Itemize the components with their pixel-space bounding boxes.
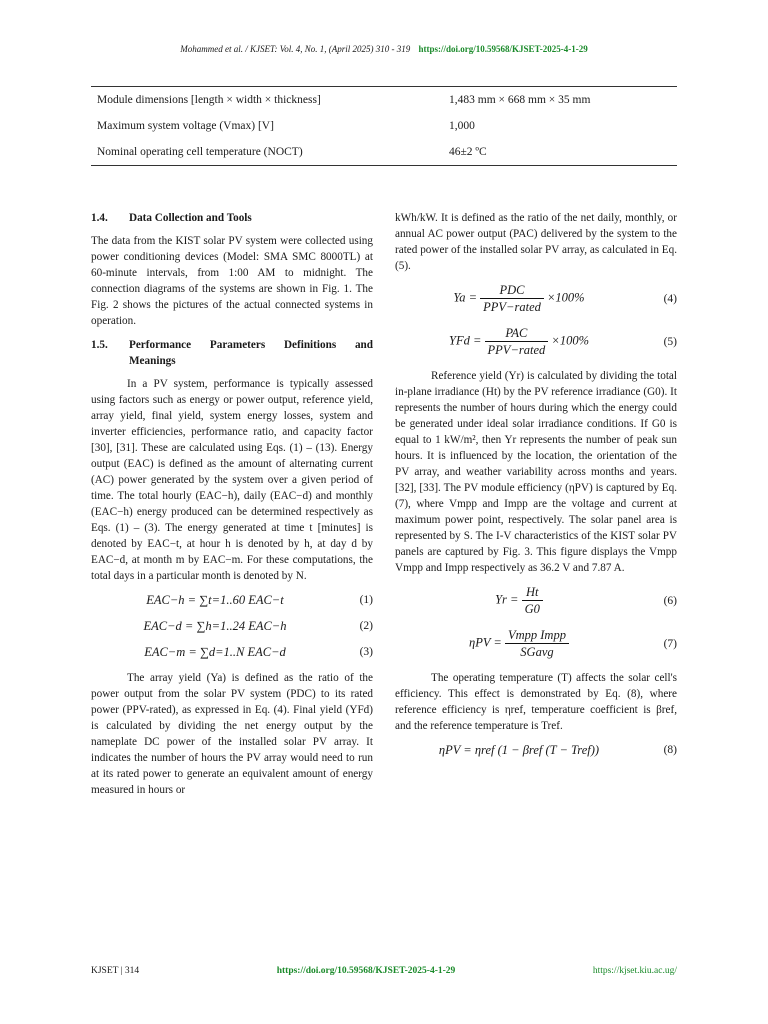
- equation-number: (5): [663, 335, 677, 348]
- numerator: Ht: [522, 584, 543, 601]
- equation-7: [395, 627, 677, 660]
- page-number: KJSET | 314: [91, 966, 140, 976]
- spec-label: Nominal operating cell temperature (NOCT): [97, 146, 303, 158]
- equation-6: [395, 584, 677, 617]
- section-number: 1.5.: [91, 339, 108, 351]
- paragraph-reference-yield: Reference yield (Yr) is calculated by dividing the total in-plane irradiance (Ht) by the PV reference irradiance (G0). It represents the number of hours during which the energy could be generated under ideal solar irradiance conditions. If G0 is equal to 1 kW/m², then Yr represents the number of peak sun hours. It is influenced by the location, the orientation of the PV array, and weather variability across months and years. [32], [33]. The PV module efficiency (ηPV) is captured by Eq. (7), where Vmpp and Impp are the voltage and current at maximum power point, respectively. The solar panel area is represented by S. The I-V characteristics of the KIST solar PV panels are captured by Fig. 3. This figure displays the Vmpp Vmpp and Impp respectively as 36.2 V and 7.87 A.: [395, 370, 677, 574]
- equation-8: [395, 742, 677, 758]
- equation-body: ηPV = ηref (1 − βref (T − Tref)): [438, 743, 600, 757]
- equation-number: (6): [663, 594, 677, 607]
- equation-2: [91, 618, 373, 634]
- equation-number: (7): [663, 637, 677, 650]
- paragraph-final-yield: kWh/kW. It is defined as the ratio of the net daily, monthly, or annual AC power output (PAC) delivered by the system to the rated power of the installed solar PV array, as calculated in Eq. (5).: [395, 212, 677, 272]
- equation-body: EAC−d = ∑h=1..24 EAC−h: [143, 619, 287, 633]
- spec-value: 46±2 ºC: [449, 146, 487, 158]
- paragraph-data-collection: The data from the KIST solar PV system were collected using power conditioning devices (Model: SMA SMC 8000TL) at 60-minute intervals, from 1:00 AM to midnight. The connection diagrams of the systems are shown in Fig. 1. The Fig. 2 shows the pictures of the actual connected systems in operation.: [91, 235, 373, 327]
- section-title: Data Collection and Tools: [129, 212, 252, 224]
- citation: Mohammed et al. / KJSET: Vol. 4, No. 1, (April 2025) 310 - 319: [180, 44, 411, 54]
- equation-lhs: ηPV =: [469, 635, 502, 650]
- equation-1: [91, 592, 373, 608]
- table-row: [91, 139, 677, 166]
- equation-rhs: ×100%: [551, 333, 589, 348]
- denominator: PPV−rated: [487, 343, 546, 357]
- header-doi-link[interactable]: https://doi.org/10.59568/KJSET-2025-4-1-29: [418, 44, 588, 54]
- numerator: Vmpp Impp: [505, 627, 569, 644]
- equation-5: [395, 325, 677, 358]
- equation-body: EAC−m = ∑d=1..N EAC−d: [144, 645, 286, 659]
- numerator: PDC: [480, 282, 544, 299]
- equation-body: EAC−h = ∑t=1..60 EAC−t: [146, 593, 284, 607]
- equation-number: (8): [663, 744, 677, 756]
- module-spec-table: [91, 86, 677, 166]
- right-column: [395, 210, 677, 768]
- equation-lhs: Yr =: [495, 592, 519, 607]
- table-row: [91, 87, 677, 114]
- numerator: PAC: [485, 325, 549, 342]
- equation-fraction: [485, 325, 549, 358]
- equation-number: (2): [359, 620, 373, 632]
- spec-value: 1,483 mm × 668 mm × 35 mm: [449, 94, 591, 106]
- paragraph-temperature: The operating temperature (T) affects the solar cell's efficiency. This effect is demonstrated by Eq. (8), where reference efficiency is ηref, temperature coefficient is βref, and the reference temperature is Tref.: [395, 672, 677, 732]
- equation-fraction: [480, 282, 544, 315]
- footer-doi-link[interactable]: https://doi.org/10.59568/KJSET-2025-4-1-29: [276, 966, 456, 976]
- equation-lhs: YFd =: [449, 333, 482, 348]
- denominator: G0: [524, 602, 540, 616]
- footer-site-link[interactable]: https://kjset.kiu.ac.ug/: [592, 966, 677, 976]
- denominator: PPV−rated: [483, 300, 541, 314]
- equation-number: (1): [359, 594, 373, 606]
- equation-number: (4): [663, 292, 677, 305]
- spec-value: 1,000: [449, 120, 475, 132]
- equation-number: (3): [359, 646, 373, 658]
- section-heading-1-4: [91, 210, 373, 226]
- page-header: [0, 44, 768, 54]
- page-footer: [91, 966, 677, 976]
- section-title: Performance Parameters Definitions and Meanings: [129, 339, 373, 367]
- spec-label: Module dimensions [length × width × thickness]: [97, 94, 321, 106]
- section-number: 1.4.: [91, 212, 108, 224]
- spec-label: Maximum system voltage (Vmax) [V]: [97, 120, 274, 132]
- equation-lhs: Ya =: [453, 290, 478, 305]
- equation-fraction: [505, 627, 569, 660]
- paragraph-array-yield: The array yield (Ya) is defined as the ratio of the power output from the solar PV system (PDC) to its rated power (PPV-rated), as expressed in Eq. (4). Final yield (YFd) is calculated by dividing the net energy output by the nameplate DC power of the installed solar PV array. It indicates the number of hours the PV array would need to run at its rated power to generate an equivalent amount of energy measured in hours or: [91, 672, 373, 796]
- paragraph-performance: In a PV system, performance is typically assessed using factors such as energy or power output, reference yield, array yield, final yield, system energy losses, system and inverter efficiencies, performance ratio, and capacity factor [30], [31]. These are calculated using Eqs. (1) – (13). Energy output (EAC) is defined as the amount of alternating current (AC) power generated by the system over a given period of time. The total hourly (EAC−h), daily (EAC−d) and monthly (EAC−h) energy produced can be determined respectively as Eqs. (1) – (3). The energy generated at time t [minutes] is denoted by EAC−t, at hour h is denoted by h, at day d by EAC−d, at month m by EAC−m. For these computations, the total days in a particular month is denoted by N.: [91, 378, 373, 582]
- equation-fraction: [522, 584, 543, 617]
- left-column: [91, 210, 373, 804]
- denominator: SGavg: [520, 645, 554, 659]
- table-row: [91, 113, 677, 139]
- equation-rhs: ×100%: [547, 290, 585, 305]
- equation-4: [395, 282, 677, 315]
- equation-3: [91, 644, 373, 660]
- section-heading-1-5: [91, 337, 373, 369]
